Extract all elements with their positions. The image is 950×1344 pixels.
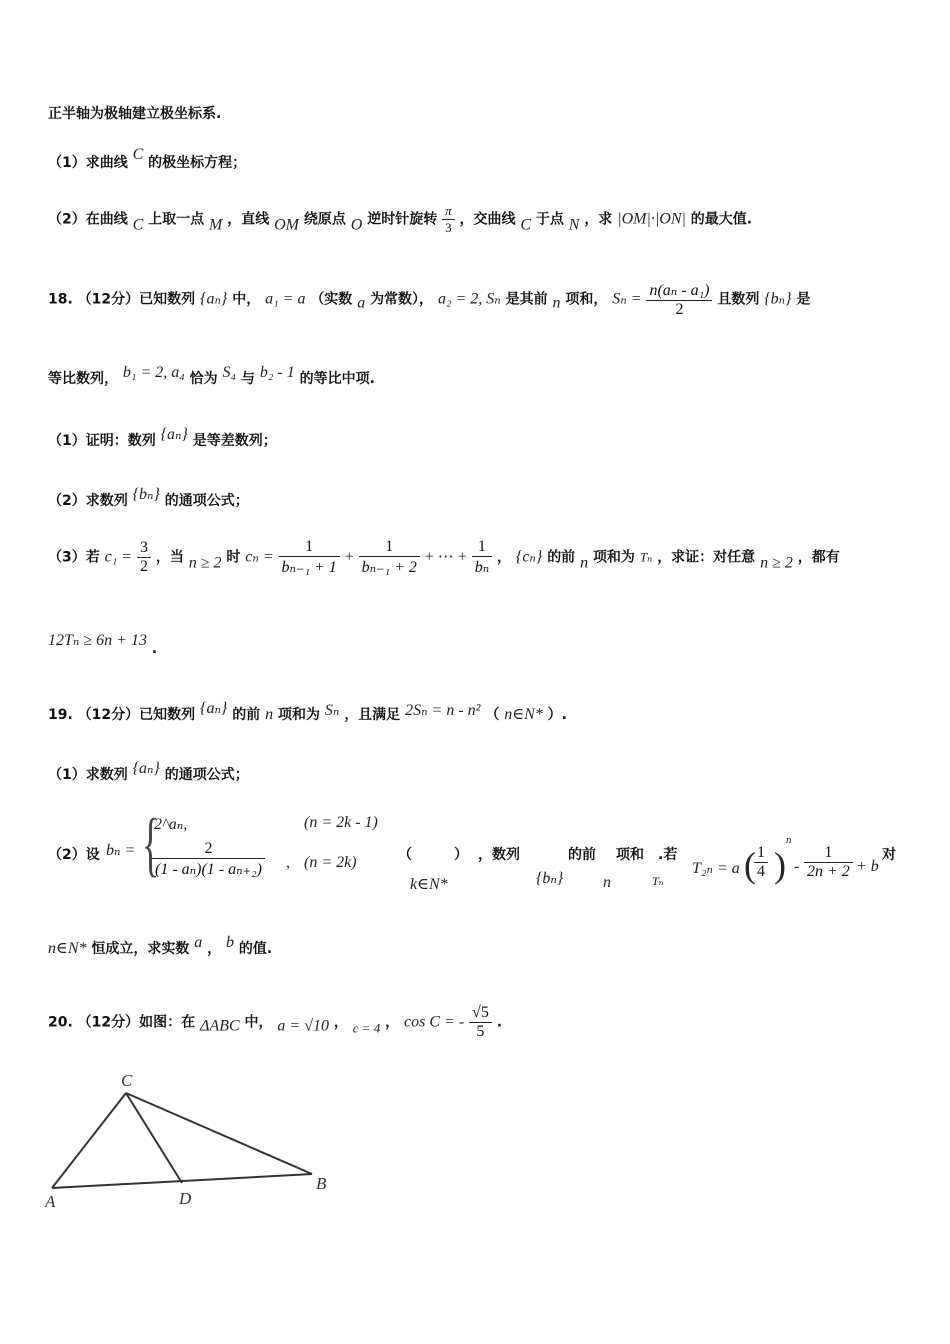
text: （2）设 — [48, 847, 100, 863]
text: （1）求数列 — [48, 767, 128, 783]
text: （2）求数列 — [48, 493, 128, 509]
text: 的值. — [238, 941, 273, 957]
math-var: N — [568, 216, 580, 234]
text-line — [48, 103, 221, 123]
text: 的极坐标方程； — [148, 155, 247, 171]
text: ，数列 — [478, 847, 520, 863]
text: 项和 — [616, 847, 644, 863]
text: ，交曲线 — [459, 211, 516, 228]
text: 是其前 — [505, 291, 548, 308]
text: ，且满足 — [344, 707, 401, 723]
question-20-line — [48, 1004, 502, 1041]
text: （2）在曲线 — [48, 211, 128, 228]
text: （1）求曲线 — [48, 155, 128, 171]
math-expr: (n = 2k) — [304, 854, 357, 871]
segment-CD — [126, 1093, 182, 1183]
text: 的前 — [232, 707, 261, 723]
math-expr: {cₙ} — [515, 548, 543, 566]
math-expr: {bₙ} — [536, 870, 564, 887]
text: 时 — [226, 549, 241, 566]
math-var: OM — [274, 216, 300, 234]
text: 的等比中项. — [299, 371, 375, 387]
text: ，求证：对任意 — [657, 549, 756, 566]
text: ，都有 — [797, 549, 840, 566]
text: （3）若 — [48, 549, 100, 566]
text: 且数列 — [717, 291, 760, 308]
brace: { — [142, 804, 160, 884]
text: 项和， — [565, 291, 608, 308]
text: ， — [333, 1014, 348, 1031]
text: 绕原点 — [303, 211, 346, 228]
math-var: C — [132, 146, 144, 163]
text-line — [48, 364, 375, 388]
math-expr: c = 4 — [352, 1020, 381, 1036]
text: 等比数列， — [48, 371, 118, 387]
text-line — [48, 146, 246, 172]
math-expr: {bₙ} — [764, 290, 792, 308]
label-A: A — [45, 1192, 56, 1211]
text: 上取一点 — [148, 211, 205, 228]
text: ， — [497, 549, 512, 566]
text: ，直线 — [227, 211, 270, 228]
fraction-sn: $\frac{\text{n(aₙ - a₁)}}{2}$ — [646, 280, 712, 319]
question-18-line — [48, 280, 810, 319]
fraction-1-2n2: $\frac{1}{2n + 2}$ — [804, 844, 853, 881]
fraction-pi-3: $\frac{\pi}{3}$ — [442, 203, 455, 236]
paren-left: ( — [744, 845, 756, 885]
text: 中， — [244, 1014, 273, 1031]
math-var: n — [603, 874, 611, 891]
text-line — [48, 203, 752, 236]
text: ）. — [547, 707, 567, 723]
math-op: , — [286, 854, 290, 871]
math-expr: Sₙ = — [612, 290, 642, 308]
math-expr: {aₙ} — [160, 426, 188, 443]
math-expr: S₄ — [222, 364, 237, 381]
text: 项和为 — [592, 549, 635, 566]
math-expr: a = √10 — [277, 1017, 329, 1035]
side-CB — [126, 1093, 312, 1174]
text: 是等差数列； — [192, 433, 277, 449]
math-var: b — [226, 934, 235, 951]
math-expr: ΔABC — [200, 1017, 240, 1035]
text: 的前 — [547, 549, 576, 566]
fraction-3-2: $\frac{3}{2}$ — [137, 539, 151, 576]
math-expr: cos C = - — [404, 1013, 465, 1031]
text: ，求 — [584, 211, 613, 228]
text: ， — [207, 941, 222, 957]
text: 恰为 — [189, 371, 218, 387]
question-number: 19. （12分）已知数列 — [48, 707, 196, 723]
label-C: C — [121, 1071, 133, 1090]
math-op: + ⋯ + — [424, 548, 467, 566]
math-expr: (n = 2k - 1) — [304, 814, 378, 831]
math-var: C — [132, 216, 144, 234]
text: （实数 — [310, 291, 353, 308]
question-19-line — [48, 698, 567, 724]
math-expr: b₁ = 2, a₄ — [122, 364, 185, 381]
text: 于点 — [535, 211, 564, 228]
question-number: 18. （12分）已知数列 — [48, 291, 196, 308]
fraction-1-4: $\frac{1}{4}$ — [754, 844, 768, 881]
math-expr: bₙ = — [106, 842, 136, 859]
text-line — [48, 424, 277, 450]
text: ， — [385, 1014, 400, 1031]
label-D: D — [179, 1189, 192, 1208]
math-expr: cₙ = — [245, 548, 274, 566]
math-var: Sₙ — [324, 702, 340, 719]
math-expr: c₁ = — [104, 548, 133, 566]
text-line — [48, 630, 157, 657]
math-expr: a₁ = a — [265, 290, 306, 308]
text: 的通项公式； — [164, 767, 249, 783]
math-var: a — [194, 934, 203, 951]
text: 的通项公式； — [164, 493, 249, 509]
math-var: n — [265, 706, 274, 723]
math-expr: 2Sₙ = n - n² — [405, 702, 481, 719]
math-op: - — [794, 858, 800, 875]
math-expr: 12Tₙ ≥ 6n + 13 — [48, 632, 147, 649]
text: .若 — [658, 847, 678, 863]
math-expr: 2^aₙ, — [154, 816, 188, 833]
text-line — [48, 538, 840, 577]
math-var: C — [520, 216, 532, 234]
fraction-term2: $\frac{1}{\text{bₙ₋₁ + 2}}$ — [359, 538, 420, 577]
text: （1）证明：数列 — [48, 433, 156, 449]
math-expr: {aₙ} — [200, 290, 228, 308]
math-var: Tₙ — [652, 874, 664, 888]
math-var: M — [209, 216, 223, 234]
fraction-case2: $\frac{2}{\text{(1 - aₙ)(1 - aₙ₊₂)}}$ — [152, 840, 265, 879]
text: 与 — [240, 371, 255, 387]
text: 正半轴为极轴建立极坐标系. — [48, 106, 222, 122]
side-AC — [52, 1093, 126, 1188]
math-expr: n∈N* — [504, 706, 543, 723]
text: 为常数）， — [370, 291, 434, 308]
math-expr: a₂ = 2, Sₙ — [437, 290, 501, 308]
fraction-term3: $\frac{1}{\text{bₙ}}$ — [472, 538, 492, 577]
math-expr: {bₙ} — [132, 486, 160, 503]
fraction-sqrt5-5: $\frac{√5}{5}$ — [469, 1004, 492, 1041]
text: 项和为 — [277, 707, 320, 723]
label-B: B — [316, 1174, 327, 1193]
text-line — [48, 934, 272, 958]
math-expr: n∈N* — [48, 940, 87, 957]
text: 的最大值. — [690, 211, 753, 228]
math-expr: {aₙ} — [132, 760, 160, 777]
math-op: + — [344, 548, 354, 566]
fraction-term1: $\frac{1}{\text{bₙ₋₁ + 1}}$ — [279, 538, 340, 577]
text: . — [151, 641, 158, 657]
text: 逆时针旋转 — [367, 211, 438, 228]
text-line — [48, 758, 249, 784]
text: ，当 — [155, 549, 184, 566]
text: 对 — [882, 847, 896, 863]
text: 是 — [796, 291, 811, 308]
math-expr: b₂ - 1 — [259, 364, 295, 381]
math-var: n — [580, 554, 589, 572]
text: . — [496, 1014, 503, 1031]
math-var: n — [552, 294, 561, 312]
math-expr: + b — [856, 858, 879, 875]
question-number: 20. （12分）如图：在 — [48, 1014, 196, 1031]
text: 恒成立，求实数 — [91, 941, 190, 957]
math-expr: k∈N* — [410, 876, 448, 893]
math-expr: {aₙ} — [200, 700, 228, 717]
math-expr: T₂ₙ = a — [692, 860, 740, 877]
math-var: Tₙ — [639, 549, 653, 565]
paren-right: ) — [774, 845, 786, 885]
text: 的前 — [568, 847, 596, 863]
text-line — [48, 804, 908, 898]
math-var: a — [357, 294, 366, 312]
math-expr: n ≥ 2 — [188, 554, 222, 572]
text: （ — [485, 707, 500, 723]
math-expr: n ≥ 2 — [760, 554, 793, 572]
text-line — [48, 484, 249, 510]
math-var: n — [786, 834, 792, 846]
text: （ ） — [398, 847, 468, 863]
triangle-figure — [40, 1066, 340, 1216]
math-var: O — [350, 216, 363, 234]
text: 中， — [232, 291, 261, 308]
math-expr: |OM|·|ON| — [617, 210, 686, 228]
side-AB — [52, 1174, 312, 1188]
